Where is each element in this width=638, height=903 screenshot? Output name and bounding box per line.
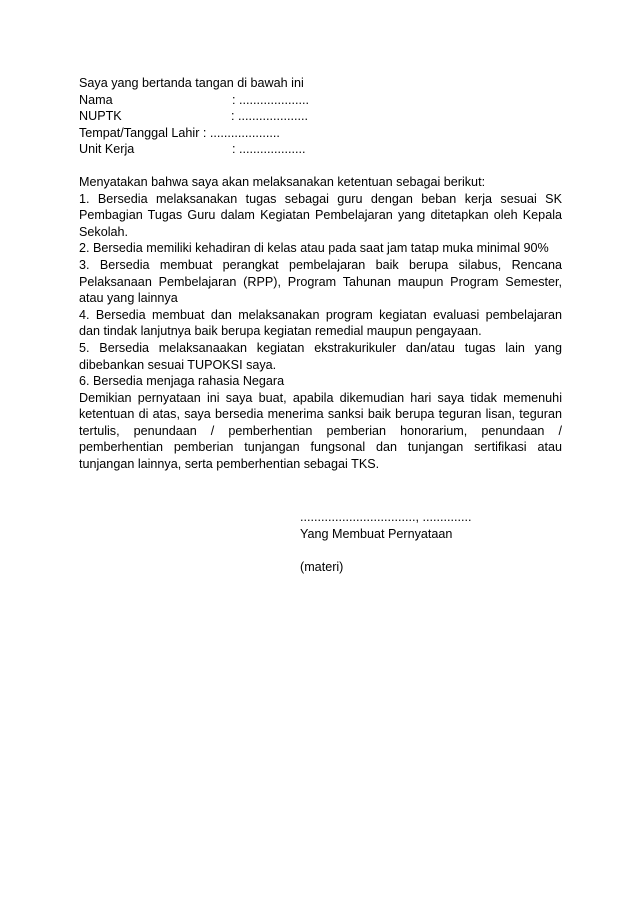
spacer xyxy=(79,158,562,174)
spacer xyxy=(300,542,471,559)
field-unit-kerja-value: : ................... xyxy=(232,142,306,157)
intro-text: Saya yang bertanda tangan di bawah ini xyxy=(79,76,304,90)
item-4: 4. Bersedia membuat dan melaksanakan program kegiatan evaluasi pembelajaran dan tindak lanjutnya baik berupa kegiatan remedial maupun pengayaan. xyxy=(79,307,562,339)
field-unit-kerja-label: Unit Kerja xyxy=(79,142,135,157)
field-tempat-tanggal-lahir xyxy=(79,125,562,142)
field-nama xyxy=(79,92,562,109)
field-nuptk xyxy=(79,108,562,125)
signature-stamp: (materi) xyxy=(300,559,344,574)
item-3: 3. Bersedia membuat perangkat pembelajaran baik berupa silabus, Rencana Pelaksanaan Pembelajaran (RPP), Program Tahunan maupun Program Semester, atau yang lainnya xyxy=(79,257,562,306)
item-2: 2. Bersedia memiliki kehadiran di kelas atau pada saat jam tatap muka minimal 90% xyxy=(79,241,549,256)
signature-place-date: ................................., .............. xyxy=(300,510,472,524)
field-tempat-tanggal-lahir-value: : .................... xyxy=(199,125,280,140)
closing-paragraph: Demikian pernyataan ini saya buat, apabila dikemudian hari saya tidak memenuhi ketentuan di atas, saya bersedia menerima sanksi baik berupa teguran lisan, teguran tertulis, penundaan / pemberhentian pemberian honorarium, penundaan / pemberhentian pemberian tunjangan fungsonal dan tunjangan sertifikasi atau tunjangan lainnya, serta pemberhentian sebagai TKS. xyxy=(79,390,562,472)
field-unit-kerja xyxy=(79,141,562,158)
item-1: 1. Bersedia melaksanakan tugas sebagai guru dengan beban kerja sesuai SK Pembagian Tugas Guru dalam Kegiatan Pembelajaran yang ditetapkan oleh Kepala Sekolah. xyxy=(79,191,562,239)
field-nuptk-value: : .................... xyxy=(231,109,308,124)
field-tempat-tanggal-lahir-label: Tempat/Tanggal Lahir xyxy=(79,125,200,140)
signature-title: Yang Membuat Pernyataan xyxy=(300,526,453,541)
item-5: 5. Bersedia melaksanaakan kegiatan ekstrakurikuler dan/atau tugas lain yang dibebankan sesuai TUPOKSI saya. xyxy=(79,340,562,372)
field-nama-label: Nama xyxy=(79,92,113,107)
statement-text: Menyatakan bahwa saya akan melaksanakan ketentuan sebagai berikut: xyxy=(79,174,486,189)
signature-block xyxy=(300,509,471,575)
field-nama-value: : .................... xyxy=(232,92,309,107)
document-body xyxy=(79,75,562,473)
item-6: 6. Bersedia menjaga rahasia Negara xyxy=(79,374,285,389)
field-nuptk-label: NUPTK xyxy=(79,109,122,124)
